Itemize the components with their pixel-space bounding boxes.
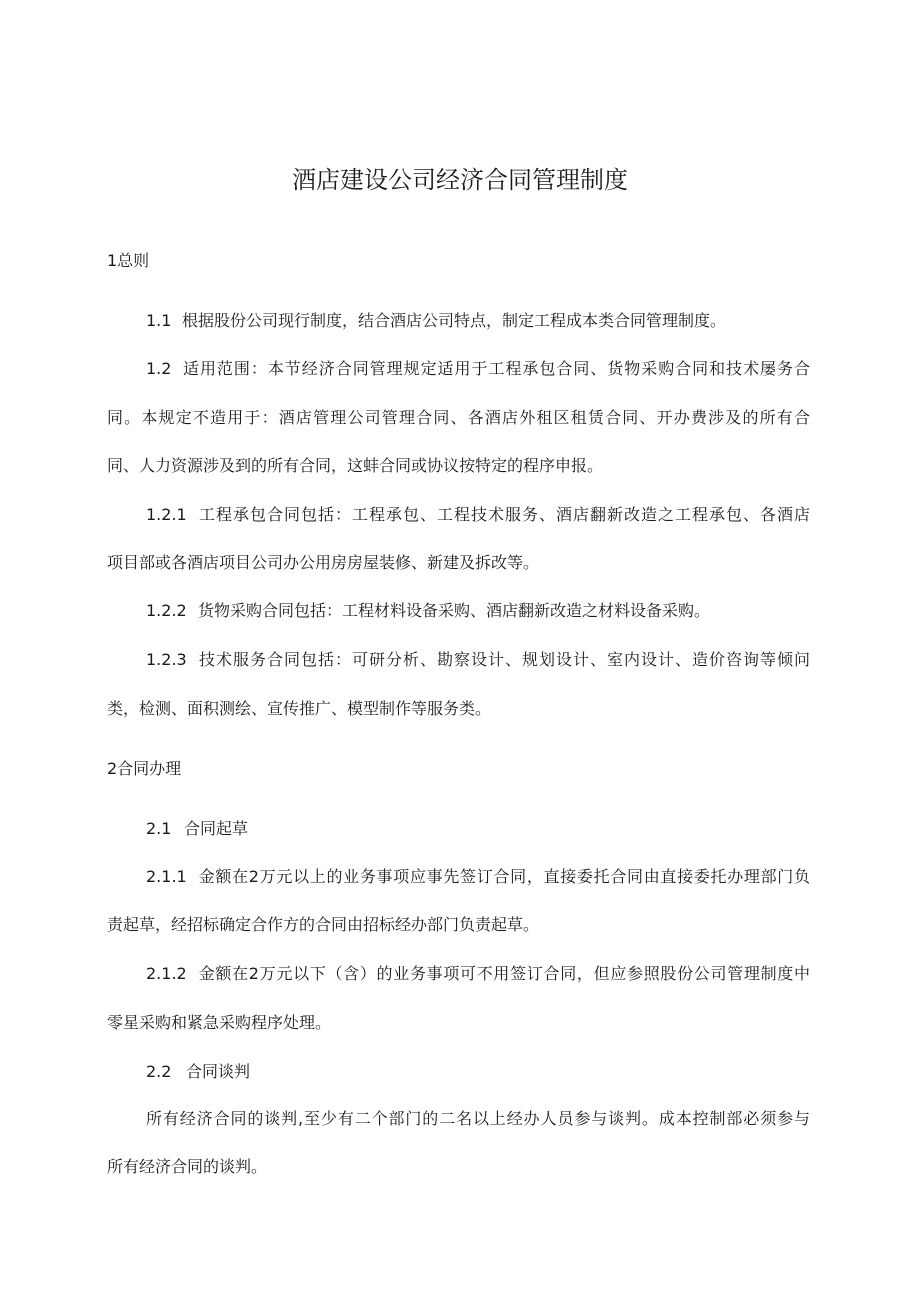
paragraph-2-1 [146, 817, 248, 841]
paragraph-1-2-1-line-1 [146, 503, 810, 527]
paragraph-number: 1.1 [146, 311, 172, 330]
section-heading-2: 2合同办理 [107, 759, 182, 778]
paragraph-1-2-3-line-2: 类，检测、面积测绘、宣传推广、模型制作等服务类。 [107, 699, 492, 718]
paragraph-number: 1.2.2 [146, 601, 187, 620]
paragraph-2-1-2-line-1 [146, 962, 810, 986]
paragraph-text: 适用范围：本节经济合同管理规定适用于工程承包合同、货物采购合同和技术屡务合 [182, 359, 810, 378]
paragraph-number: 2.2 [146, 1062, 172, 1081]
paragraph-2-2-body-line-1: 所有经济合同的谈判,至少有二个部门的二名以上经办人员参与谈判。成本控制部必须参与 [146, 1109, 810, 1128]
paragraph-text: 合同起草 [184, 819, 249, 838]
paragraph-2-1-2-line-2: 零星采购和紧急采购程序处理。 [107, 1013, 332, 1032]
paragraph-number: 1.2.1 [146, 505, 187, 524]
section-heading-1: 1总则 [107, 251, 150, 270]
paragraph-text: 工程承包合同包括：工程承包、工程技术服务、酒店翻新改造之工程承包、各酒店 [198, 505, 810, 524]
paragraph-1-1 [146, 309, 726, 333]
paragraph-2-2-body-line-2: 所有经济合同的谈判。 [107, 1157, 268, 1176]
paragraph-text: 金额在2万元以上的业务事项应事先签订合同，直接委托合同由直接委托办理部门负 [198, 867, 810, 886]
paragraph-1-2-line-2: 同。本规定不造用于：酒店管理公司管理合同、各酒店外租区租赁合同、开办费涉及的所有合 [107, 408, 810, 427]
paragraph-1-2-line-1 [146, 357, 810, 381]
document-title: 酒店建设公司经济合同管理制度 [292, 166, 628, 194]
paragraph-text: 根据股份公司现行制度，结合酒店公司特点，制定工程成本类合同管理制度。 [182, 311, 727, 330]
paragraph-2-2 [146, 1060, 250, 1084]
paragraph-text: 合同谈判 [186, 1062, 251, 1081]
paragraph-text: 技术服务合同包括：可研分析、勘察设计、规划设计、室内设计、造价咨询等倾问 [198, 650, 810, 669]
paragraph-number: 1.2 [146, 359, 172, 378]
paragraph-1-2-1-line-2: 项目部或各酒店项目公司办公用房房屋装修、新建及拆改等。 [107, 553, 540, 572]
paragraph-2-1-1-line-1 [146, 865, 810, 889]
paragraph-text: 货物采购合同包括：工程材料设备采购、酒店翻新改造之材料设备采购。 [198, 601, 711, 620]
paragraph-2-1-1-line-2: 责起草，经招标确定合作方的合同由招标经办部门负责起草。 [107, 915, 540, 934]
paragraph-number: 2.1.1 [146, 867, 187, 886]
paragraph-number: 2.1 [146, 819, 172, 838]
paragraph-number: 1.2.3 [146, 650, 187, 669]
paragraph-1-2-3-line-1 [146, 648, 810, 672]
paragraph-1-2-line-3: 同、人力资源涉及到的所有合同，这蚌合同或协议按特定的程序申报。 [107, 456, 604, 475]
paragraph-number: 2.1.2 [146, 964, 187, 983]
paragraph-1-2-2 [146, 599, 710, 623]
paragraph-text: 金额在2万元以下（含）的业务事项可不用签订合同，但应参照股份公司管理制度中 [198, 964, 810, 983]
